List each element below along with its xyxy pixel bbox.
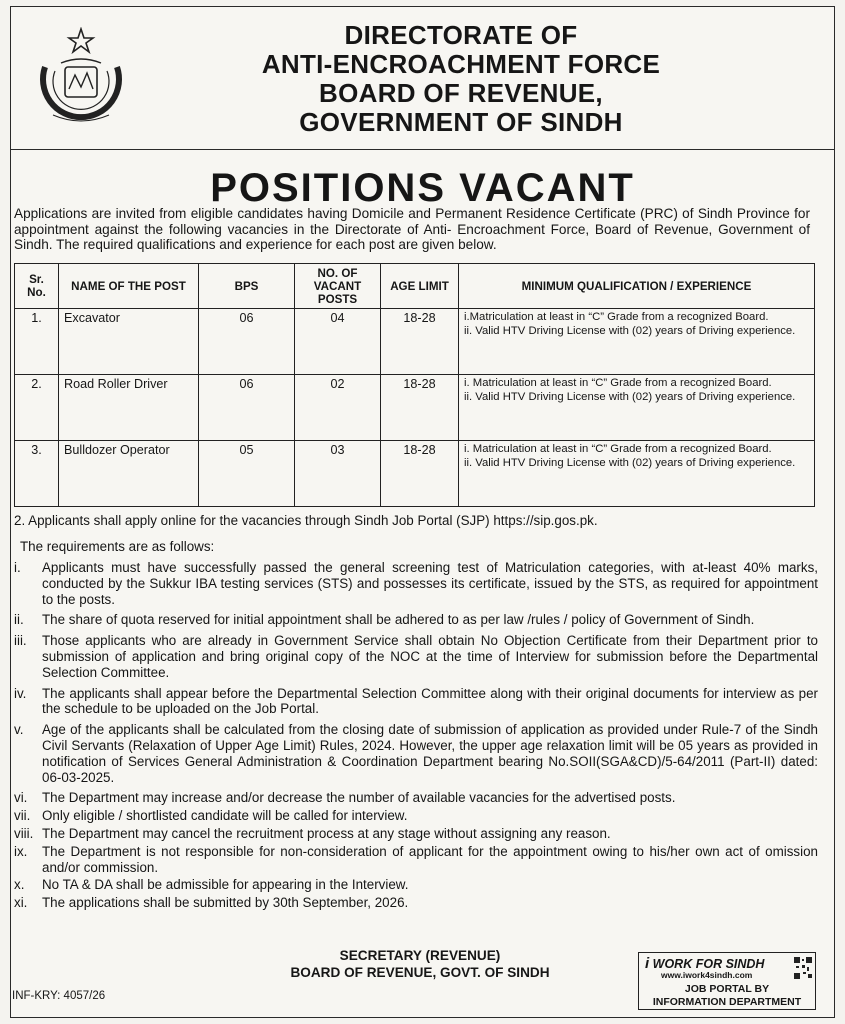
item-number: xi. [14, 895, 28, 911]
cell-qualification [459, 441, 815, 507]
cell-vacant: 02 [295, 375, 381, 441]
list-item [14, 790, 818, 806]
iwork-brand-text: WORK FOR SINDH [652, 957, 765, 971]
list-item [14, 826, 818, 842]
qualification-line: ii. Valid HTV Driving License with (02) years of Driving experience. [464, 390, 796, 403]
item-number: viii. [14, 825, 34, 841]
cell-post: Excavator [59, 309, 199, 375]
cell-bps: 05 [199, 441, 295, 507]
cell-vacant: 04 [295, 309, 381, 375]
item-text: The Department may cancel the recruitment process at any stage without assigning any reason. [42, 825, 611, 841]
directorate-title [181, 21, 741, 137]
item-number: v. [14, 722, 24, 738]
table-row [15, 441, 815, 507]
cell-sr: 2. [15, 375, 59, 441]
cell-age: 18-28 [381, 309, 459, 375]
list-item [14, 686, 818, 718]
item-number: ix. [14, 843, 28, 859]
iwork-i-mark: i [645, 955, 650, 972]
iwork-url: www.iwork4sindh.com [661, 970, 753, 980]
header [11, 7, 834, 150]
item-text: The Department is not responsible for non-consideration of applicant for the appointment owing to his/her own act of omission and/or commission. [42, 843, 818, 875]
table-row [15, 375, 815, 441]
signature-office: BOARD OF REVENUE, GOVT. OF SINDH [290, 965, 550, 980]
cell-bps: 06 [199, 309, 295, 375]
cell-sr: 3. [15, 441, 59, 507]
header-line: DIRECTORATE OF [344, 20, 578, 50]
requirements-list [14, 560, 818, 913]
item-text: Age of the applicants shall be calculated from the closing date of submission of application as provided under Rule-7 of the Sindh Civil Servants (Relaxation of Upper Age Limit) Rules, 2024. However, the upper age relaxation limit will be 05 years as provided in notification of Services General Administration & Coordination Department bearing No.SOII(SGA&CD)/5-64/2011 (Part-II) dated: 06-03-2025. [42, 722, 818, 785]
col-header-sr: Sr. No. [15, 264, 59, 309]
signature-block [200, 947, 640, 981]
item-number: iv. [14, 685, 27, 701]
list-item [14, 612, 818, 628]
item-text: Only eligible / shortlisted candidate will be called for interview. [42, 808, 408, 824]
item-number: x. [14, 877, 25, 893]
page-heading: POSITIONS VACANT [210, 166, 635, 210]
qualification-line: ii. Valid HTV Driving License with (02) years of Driving experience. [464, 324, 796, 337]
iwork-portal-line: JOB PORTAL BY [684, 983, 770, 995]
qualification-line: i. Matriculation at least in “C” Grade from a recognized Board. [464, 443, 772, 455]
list-item [14, 877, 818, 893]
item-number: vi. [14, 790, 28, 806]
item-text: Those applicants who are already in Government Service shall obtain No Objection Certificate from their Department prior to submission of application and bring original copy of the NOC at the time of Interview for submission before the Departmental Selection Committee. [42, 633, 818, 680]
vacancies-table [14, 263, 815, 507]
cell-age: 18-28 [381, 441, 459, 507]
list-item [14, 722, 818, 785]
item-text: No TA & DA shall be admissible for appearing in the Interview. [42, 877, 409, 893]
col-header-qualification: MINIMUM QUALIFICATION / EXPERIENCE [459, 264, 815, 309]
qualification-line: ii. Valid HTV Driving License with (02) years of Driving experience. [464, 456, 796, 469]
cell-qualification [459, 309, 815, 375]
qr-code-icon [793, 956, 813, 980]
cell-post: Bulldozer Operator [59, 441, 199, 507]
signature-title: SECRETARY (REVENUE) [339, 948, 501, 963]
list-item [14, 844, 818, 876]
requirements-heading: The requirements are as follows: [20, 539, 215, 554]
item-text: The Department may increase and/or decrease the number of available vacancies for the advertised posts. [42, 790, 676, 806]
col-header-bps: BPS [199, 264, 295, 309]
item-text: Applicants must have successfully passed the general screening test of Matriculation categories, with at-least 40% marks, conducted by the Sukkur IBA testing services (STS) and possesses its certificate, issued by the STS, as required for appointment to the posts. [42, 560, 818, 607]
sindh-government-emblem-icon [31, 27, 131, 135]
intro-paragraph: Applications are invited from eligible candidates having Domicile and Permanent Residence Certificate (PRC) of Sindh Province for appointment against the following vacancies in the Directorate of Anti- Encroachment Force, Board of Revenue, Government of Sindh. The required qualifications and experience for each post are given below. [14, 206, 810, 253]
list-item [14, 808, 818, 824]
cell-bps: 06 [199, 375, 295, 441]
cell-vacant: 03 [295, 441, 381, 507]
header-line: BOARD OF REVENUE, [319, 78, 603, 108]
table-row [15, 309, 815, 375]
item-number: vii. [14, 808, 31, 824]
qualification-line: i. Matriculation at least in “C” Grade from a recognized Board. [464, 377, 772, 389]
item-number: ii. [14, 612, 24, 628]
header-line: GOVERNMENT OF SINDH [299, 107, 623, 137]
col-header-vacant: NO. OF VACANT POSTS [295, 264, 381, 309]
cell-sr: 1. [15, 309, 59, 375]
reference-number: INF-KRY: 4057/26 [12, 990, 106, 1002]
item-text: The share of quota reserved for initial appointment shall be adhered to as per law /rules / policy of Government of Sindh. [42, 612, 755, 628]
col-header-age: AGE LIMIT [381, 264, 459, 309]
cell-age: 18-28 [381, 375, 459, 441]
qualification-line: i.Matriculation at least in “C” Grade from a recognized Board. [464, 311, 769, 323]
list-item [14, 895, 818, 911]
item-number: i. [14, 560, 21, 575]
apply-online-note: 2. Applicants shall apply online for the vacancies through Sindh Job Portal (SJP) https://sip.gos.pk. [14, 513, 598, 528]
item-text: The applicants shall appear before the Departmental Selection Committee along with their original documents for interview as per the schedule to be uploaded on the Job Portal. [42, 685, 818, 717]
cell-post: Road Roller Driver [59, 375, 199, 441]
iwork-department-line: INFORMATION DEPARTMENT [652, 996, 802, 1008]
list-item [14, 560, 818, 607]
table-header-row [15, 264, 815, 309]
cell-qualification [459, 375, 815, 441]
iwork-for-sindh-badge [638, 952, 816, 1010]
header-line: ANTI-ENCROACHMENT FORCE [261, 49, 661, 79]
list-item [14, 633, 818, 680]
item-text: The applications shall be submitted by 30th September, 2026. [42, 895, 409, 911]
col-header-post: NAME OF THE POST [59, 264, 199, 309]
item-number: iii. [14, 633, 27, 649]
